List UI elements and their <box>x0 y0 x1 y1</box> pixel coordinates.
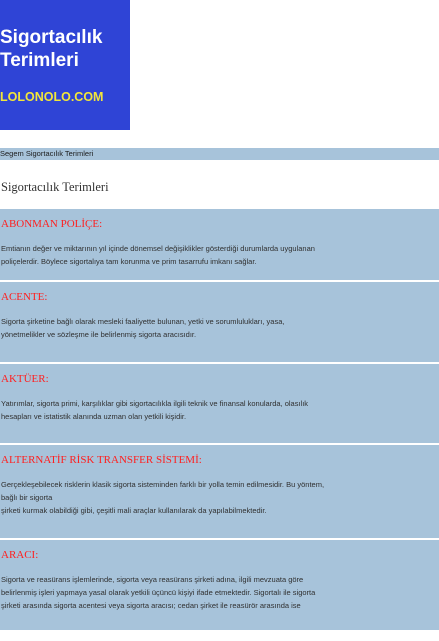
term-line: hesapları ve istatistik alanında uzman olan yetkili kişidir. <box>1 412 187 421</box>
site-logo[interactable] <box>0 0 130 130</box>
term-item <box>0 209 439 280</box>
term-heading: ACENTE: <box>1 291 48 303</box>
term-line: Sigorta ve reasürans işlemlerinde, sigorta veya reasürans şirketi adına, ilgili mevzuata göre <box>1 575 304 584</box>
page-title: Sigortacılık Terimleri <box>1 180 109 194</box>
term-line: poliçelerdir. Böylece sigortalıya tam korunma ve prim tasarrufu imkanı sağlar. <box>1 257 257 266</box>
term-line: Gerçekleşebilecek risklerin klasik sigorta sisteminden farklı bir yolla temin edilmesidir. Bu yöntem, <box>1 480 325 489</box>
breadcrumb[interactable]: Segem Sigortacılık Terimleri <box>0 148 439 160</box>
term-line: Yatırımlar, sigorta primi, karşılıklar gibi sigortacılıkla ilgili teknik ve finansal konularda, olasılık <box>1 399 309 408</box>
term-heading: ALTERNATİF RİSK TRANSFER SİSTEMİ: <box>1 454 202 466</box>
logo-site-name: LOLONOLO.COM <box>0 90 104 104</box>
term-item <box>0 445 439 538</box>
term-item <box>0 364 439 443</box>
term-line: şirketi kurmak olabildiği gibi, çeşitli mali araçlar kullanılarak da yapılabilmektedir. <box>1 506 267 515</box>
term-line: belirlenmiş işleri yapmaya yasal olarak yetkili üçüncü kişiyi ifade etmektedir. Sigortalı ile sigorta <box>1 588 316 597</box>
term-description <box>0 231 439 268</box>
term-description <box>0 467 439 517</box>
term-description <box>0 304 439 341</box>
term-heading: ARACI: <box>1 549 39 561</box>
term-line: şirketi arasında sigorta acentesi veya sigorta aracısı; cedan şirket ile reasürör arasında ise <box>1 601 301 610</box>
term-line: bağlı bir sigorta <box>1 493 53 502</box>
term-item <box>0 540 439 630</box>
term-item <box>0 282 439 362</box>
logo-line-1: Sigortacılık <box>0 27 103 48</box>
term-description <box>0 562 439 612</box>
term-heading: ABONMAN POLİÇE: <box>1 218 103 230</box>
term-line: yönetmelikler ve sözleşme ile belirlenmiş sigorta aracısıdır. <box>1 330 197 339</box>
logo-line-2: Terimleri <box>0 50 79 71</box>
term-description <box>0 386 439 423</box>
term-line: Sigorta şirketine bağlı olarak mesleki faaliyette bulunan, yetki ve sorumlulukları, yasa, <box>1 317 285 326</box>
terms-list <box>0 209 439 632</box>
term-line: Emtianın değer ve miktarının yıl içinde dönemsel değişiklikler gösterdiği durumlarda uygulanan <box>1 244 315 253</box>
term-heading: AKTÜER: <box>1 373 49 385</box>
